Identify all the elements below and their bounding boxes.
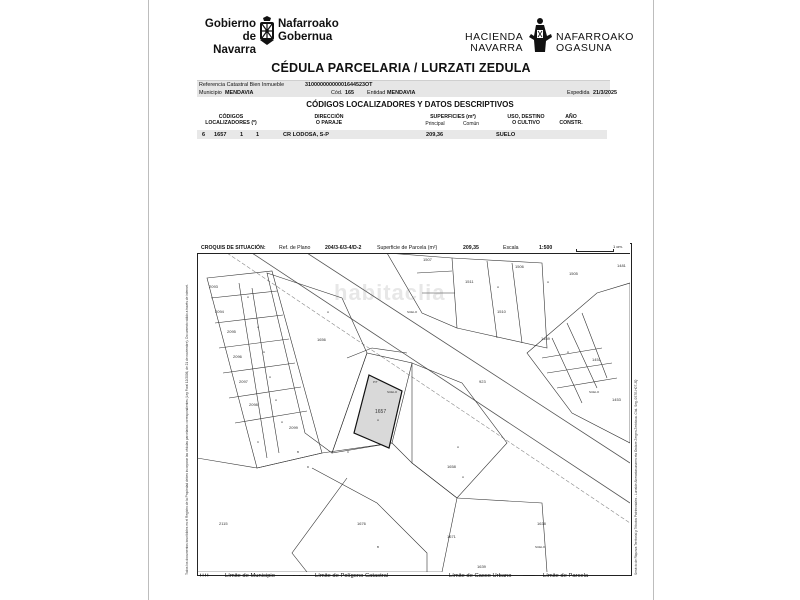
- svg-text:1657: 1657: [375, 409, 387, 415]
- hacienda-navarra-logo: [465, 16, 634, 56]
- map-legend: [197, 572, 630, 582]
- svg-text:A: A: [269, 375, 272, 379]
- gobierno-text: Gobierno de Navarra: [204, 18, 256, 56]
- scale-unit: 1 cm.: [613, 244, 623, 249]
- row-c2: 1657: [214, 132, 227, 138]
- nafarroako-text: Nafarroako Gobernua: [278, 18, 339, 43]
- svg-text:P/T: P/T: [373, 380, 378, 384]
- svg-text:2115: 2115: [219, 521, 228, 526]
- hacienda-figure-icon: [525, 16, 555, 56]
- svg-text:1511: 1511: [465, 279, 474, 284]
- side-note-right: Servicio de Riqueza Territorial y Tributos Patrimoniales - Lurralde Aberastasunaren eta Ondare Zergen Zerbitzua. Cód. Seg. 0S7E-H0T-JQ: [634, 379, 638, 575]
- row-c3: 1: [240, 132, 244, 138]
- ogasuna-text: NAFARROAKO OGASUNA: [556, 31, 634, 54]
- superficie-label: Superficie de Parcela (m²): [377, 245, 438, 251]
- svg-text:923: 923: [479, 379, 486, 384]
- svg-text:1451: 1451: [592, 357, 601, 362]
- entidad-value: MENDAVIA: [387, 90, 416, 96]
- svg-text:1658: 1658: [447, 464, 456, 469]
- municipio-value: MENDAVIA: [225, 90, 254, 96]
- col-codigos: CÓDIGOS LOCALIZADORES (*): [205, 114, 257, 126]
- cod-label: Cód.: [331, 90, 343, 96]
- svg-text:SUELO: SUELO: [407, 310, 418, 314]
- svg-text:1505: 1505: [569, 271, 578, 276]
- scale-bar: [576, 249, 614, 252]
- expedida-label: Expedida: [567, 90, 590, 96]
- entidad-label: Entidad: [367, 90, 386, 96]
- plano-label: Ref. de Plano: [279, 245, 311, 251]
- sheet-edge-left: [148, 0, 149, 600]
- svg-text:1656: 1656: [317, 337, 326, 342]
- svg-text:A: A: [462, 475, 465, 479]
- section-title: CÓDIGOS LOCALIZADORES Y DATOS DESCRIPTIVOS: [306, 100, 514, 109]
- svg-text:1481: 1481: [617, 263, 626, 268]
- svg-text:A: A: [377, 418, 380, 422]
- svg-text:2098: 2098: [249, 402, 258, 407]
- reference-value: 31000000000001644523OT: [305, 82, 373, 88]
- municipio-label: Municipio: [199, 90, 222, 96]
- col-ano: AÑO CONSTR.: [559, 114, 583, 126]
- row-c4: 1: [256, 132, 260, 138]
- svg-text:A: A: [275, 398, 278, 402]
- watermark: habitaclia: [334, 280, 446, 305]
- escala-value: 1:500: [539, 245, 553, 251]
- svg-text:SUELO: SUELO: [589, 390, 600, 394]
- svg-text:2096: 2096: [233, 354, 242, 359]
- svg-text:D: D: [307, 465, 310, 469]
- svg-text:2093: 2093: [209, 284, 218, 289]
- col-direccion: DIRECCIÓN O PARAJE: [314, 114, 344, 126]
- svg-text:1510: 1510: [497, 309, 506, 314]
- reference-bar: [197, 80, 610, 89]
- svg-text:1671: 1671: [447, 534, 456, 539]
- col-uso: USO, DESTINO O CULTIVO: [507, 114, 545, 126]
- croquis-label: CROQUIS DE SITUACIÓN:: [201, 245, 266, 251]
- svg-text:A: A: [247, 295, 250, 299]
- plano-value: 204/3-6/3-4/D-2: [325, 245, 362, 251]
- reference-label: Referencia Catastral Bien Inmueble: [199, 82, 285, 88]
- col-superficies: SUPERFICIES (m²): [430, 114, 476, 120]
- legend-poligono: Límite de Polígono Catastral: [315, 573, 389, 579]
- svg-text:A: A: [457, 445, 460, 449]
- escala-label: Escala: [503, 245, 519, 251]
- row-principal: 209,36: [426, 132, 444, 138]
- svg-text:A: A: [281, 420, 284, 424]
- row-direccion: CR LODOSA, S-P: [283, 132, 329, 138]
- legend-municipio: Límite de Municipio: [225, 573, 275, 579]
- legend-parcela: Límite de Parcela: [543, 573, 589, 579]
- svg-text:C: C: [257, 440, 260, 444]
- svg-text:A: A: [257, 325, 260, 329]
- svg-text:A: A: [567, 350, 570, 354]
- col-comun: Común: [462, 121, 480, 127]
- superficie-value: 209,35: [463, 245, 479, 251]
- svg-text:2095: 2095: [227, 329, 236, 334]
- svg-text:1506: 1506: [515, 264, 524, 269]
- row-uso: SUELO: [496, 132, 516, 138]
- legend-municipio-symbol: ++++: [199, 573, 209, 579]
- map-header: [197, 243, 630, 254]
- svg-text:A: A: [263, 350, 266, 354]
- row-c1: 6: [202, 132, 206, 138]
- side-note-left: Todos los documentos inscribibles en el Registro de la Propiedad deben incorporar las cédulas parcelarias correspondientes (Ley Foral 12/2006, de 21 de noviembre). Documento válido a través de internet.: [185, 284, 189, 575]
- col-principal: Principal: [425, 121, 445, 127]
- legend-parcela-symbol: ——: [523, 573, 535, 579]
- svg-text:2094: 2094: [215, 309, 224, 314]
- gobierno-navarra-logo: [198, 18, 338, 54]
- page-title: CÉDULA PARCELARIA / LURZATI ZEDULA: [271, 61, 531, 75]
- svg-text:1507: 1507: [423, 257, 432, 262]
- hacienda-text: HACIENDA NAVARRA: [465, 31, 524, 54]
- svg-text:SUELO: SUELO: [387, 390, 398, 394]
- svg-text:SUELO: SUELO: [535, 545, 546, 549]
- svg-text:C: C: [347, 450, 350, 454]
- sheet-edge-right: [653, 0, 654, 600]
- svg-text:A: A: [497, 285, 500, 289]
- navarra-shield-icon: [258, 16, 276, 46]
- legend-poligono-symbol: - - -: [293, 573, 308, 579]
- svg-text:1638: 1638: [537, 521, 546, 526]
- svg-text:A: A: [327, 310, 330, 314]
- legend-casco: Límite de Casco Urbano: [449, 573, 512, 579]
- svg-text:1469: 1469: [541, 336, 550, 341]
- svg-text:1639: 1639: [477, 564, 486, 569]
- svg-text:1453: 1453: [612, 397, 621, 402]
- svg-text:A: A: [547, 280, 550, 284]
- svg-text:B: B: [377, 545, 380, 549]
- expedida-value: 21/3/2025: [593, 90, 617, 96]
- cod-value: 165: [345, 90, 354, 96]
- svg-text:B: B: [297, 450, 300, 454]
- svg-text:2097: 2097: [239, 379, 248, 384]
- svg-text:2099: 2099: [289, 425, 298, 430]
- municipio-bar: [197, 89, 617, 97]
- svg-text:1676: 1676: [357, 521, 366, 526]
- legend-casco-symbol: ——: [429, 573, 441, 579]
